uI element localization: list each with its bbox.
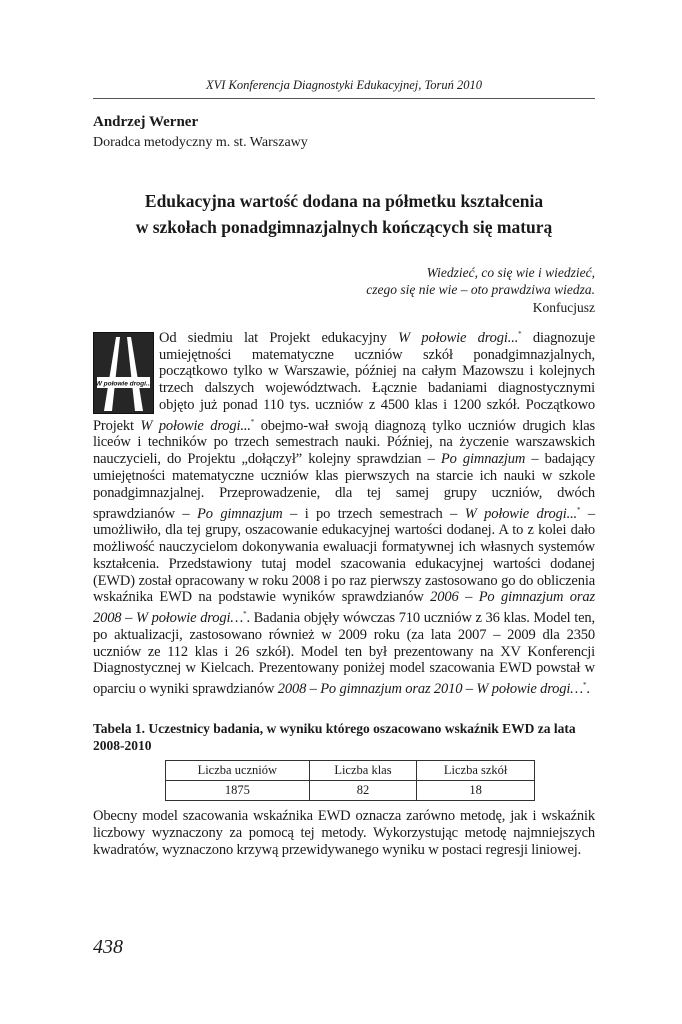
logo-label: W połowie drogi... (95, 380, 152, 388)
table-header-row (166, 761, 535, 781)
method-paragraph (93, 808, 595, 858)
text-span-italic: W połowie drogi... (398, 329, 519, 346)
title-line-2: w szkołach ponadgimnazjalnych kończących się maturą (135, 217, 553, 237)
table-cell: 82 (309, 781, 417, 801)
table-cell: 1875 (166, 781, 310, 801)
text-span: . Badania objęły wówczas 710 uczniów z 36 klas. Model ten, po aktualizacji, zastosowano również w 2009 roku (za lata 2007 – 2009 dla 2350 uczniów ze 112 klas i 26 szkół). Model ten był prezentowany na XV Konferencji Diagnostycznej w Kielcach. Prezentowany poniżej model szacowania EWD powstał w oparciu o wyniki sprawdzianów (93, 610, 595, 698)
author-affiliation: Doradca metodyczny m. st. Warszawy (93, 135, 308, 150)
epigraph-source: Konfucjusz (532, 300, 595, 315)
page-number: 438 (93, 936, 123, 958)
participants-table (165, 760, 535, 801)
table-cell: 18 (417, 781, 535, 801)
table-header-cell: Liczba uczniów (166, 761, 310, 781)
table-caption: Tabela 1. Uczestnicy badania, w wyniku którego oszacowano wskaźnik EWD za lata 2008-2010 (93, 721, 576, 753)
title-line-1: Edukacyjna wartość dodana na półmetku kształcenia (144, 191, 544, 211)
table-row (166, 781, 535, 801)
table-header-cell: Liczba szkół (417, 761, 535, 781)
method-paragraph-text: Obecny model szacowania wskaźnika EWD oznacza zarówno metodę, jak i wskaźnik liczbowy wyznaczony za pomocą tej metody. Wykorzystując metodę najmniejszych kwadratów, wyznaczono krzywą przewidywanego wyniku w postaci regresji liniowej. (93, 808, 595, 858)
epigraph (366, 264, 595, 298)
text-span-italic: Po gimnazjum (197, 505, 283, 522)
text-span: Od siedmiu lat Projekt edukacyjny (159, 329, 399, 346)
table-header-cell: Liczba klas (309, 761, 417, 781)
text-span: diagnozuje umiejętności matematyczne uczniów szkół ponadgimnazjalnych, początkowo tylko w Warszawie, później na całym Mazowszu i kolejnych trzech dalszych województwach. Łącznie badaniami diagnostycznymi objęto już ponad 110 tys. uczniów z 4500 klas i 1200 szkół. Początkowo Projekt (93, 329, 595, 434)
running-header: XVI Konferencja Diagnostyki Edukacyjnej, Toruń 2010 (205, 78, 483, 92)
intro-paragraph: Od siedmiu lat Projekt edukacyjny W połowie drogi...* diagnozuje umiejętności matematyczne uczniów szkół ponadgimnazjalnych, początkowo tylko w Warszawie, później na całym Mazowszu i kolejnych trzech dalszych województwach. Łącznie badaniami diagnostycznymi objęto już ponad 110 tys. uczniów z 4500 klas i 1200 szkół. Początkowo Projekt W połowie drogi...* obejmo-wał swoją diagnozą tylko uczniów drugich klas liceów i techników po trzech semestrach nauki. Później, na życzenie warszawskich nauczycieli, do Projektu „dołączył” kolejny sprawdzian – Po gimnazjum – badający umiejętności matematyczne uczniów klas pierwszych na starcie ich nauki w szkole ponadgimnazjalnej. Przeprowadzenie, dla tej samej grupy uczniów, dwóch sprawdzianów – Po gimnazjum – i po trzech semestrach – W połowie drogi...* – umożliwiło, dla tej grupy, oszacowanie edukacyjnej wartości dodanej. A to z kolei dało możliwość nauczycielom dokonywania ewaluacji formatywnej ich własnych systemów kształcenia. Przedstawiony tutaj model szacowania edukacyjnej wartości dodanej (EWD) został opracowany w roku 2008 i po raz pierwszy zastosowano go do obliczenia wskaźnika EWD na podstawie wyników sprawdzianów 2006 – Po gimnazjum oraz 2008 – W połowie drogi…*. Badania objęły wówczas 710 uczniów z 36 klas. Model ten, po aktualizacji, zastosowano również w 2009 roku (za lata 2007 – 2009 dla 2350 uczniów ze 112 klas i 26 szkół). Model ten był prezentowany na XV Konferencji Diagnostycznej w Kielcach. Prezentowany poniżej model szacowania EWD powstał w oparciu o wyniki sprawdzianów 2008 – Po gimnazjum oraz 2010 – W połowie drogi…*. (93, 329, 595, 698)
text-span-italic: 2006 – Po gimnazjum oraz 2008 – W połowie drogi… (93, 589, 595, 627)
text-span: – umożliwiło, dla tej grupy, oszacowanie edukacyjnej wartości dodanej. A to z kolei dało możliwość nauczycielom dokonywania ewaluacji formatywnej ich własnych systemów kształcenia. Przedstawiony tutaj model szacowania edukacyjnej wartości dodanej (EWD) został opracowany w roku 2008 i po raz pierwszy zastosowano go do obliczenia wskaźnika EWD na podstawie wyników sprawdzianów (93, 505, 595, 606)
author-name: Andrzej Werner (93, 114, 199, 130)
text-span-italic: 2008 – Po gimnazjum oraz 2010 – W połowie drogi… (277, 681, 583, 698)
text-span: – i po trzech semestrach – (282, 505, 465, 522)
header-rule (93, 98, 595, 99)
text-span-italic: Po gimnazjum (440, 451, 526, 468)
text-span-italic: W połowie drogi... (140, 417, 251, 434)
text-span: . (586, 681, 590, 698)
text-span-italic: W połowie drogi... (464, 505, 578, 522)
article-title (93, 188, 595, 240)
epigraph-line-1: Wiedzieć, co się wie i wiedzieć, (426, 265, 595, 280)
epigraph-line-2: czego się nie wie – oto prawdziwa wiedza. (366, 282, 595, 297)
text-span: obejmo-wał swoją diagnozą tylko uczniów drugich klas liceów i techników po trzech semestrach nauki. Później, na życzenie warszawskich nauczycieli, do Projektu „dołączył” kolejny sprawdzian – (93, 417, 595, 468)
text-span: – badający umiejętności matematyczne uczniów klas pierwszych na starcie ich nauki w szkole ponadgimnazjalnej. Przeprowadzenie, dla tej samej grupy uczniów, dwóch sprawdzianów – (93, 451, 595, 522)
